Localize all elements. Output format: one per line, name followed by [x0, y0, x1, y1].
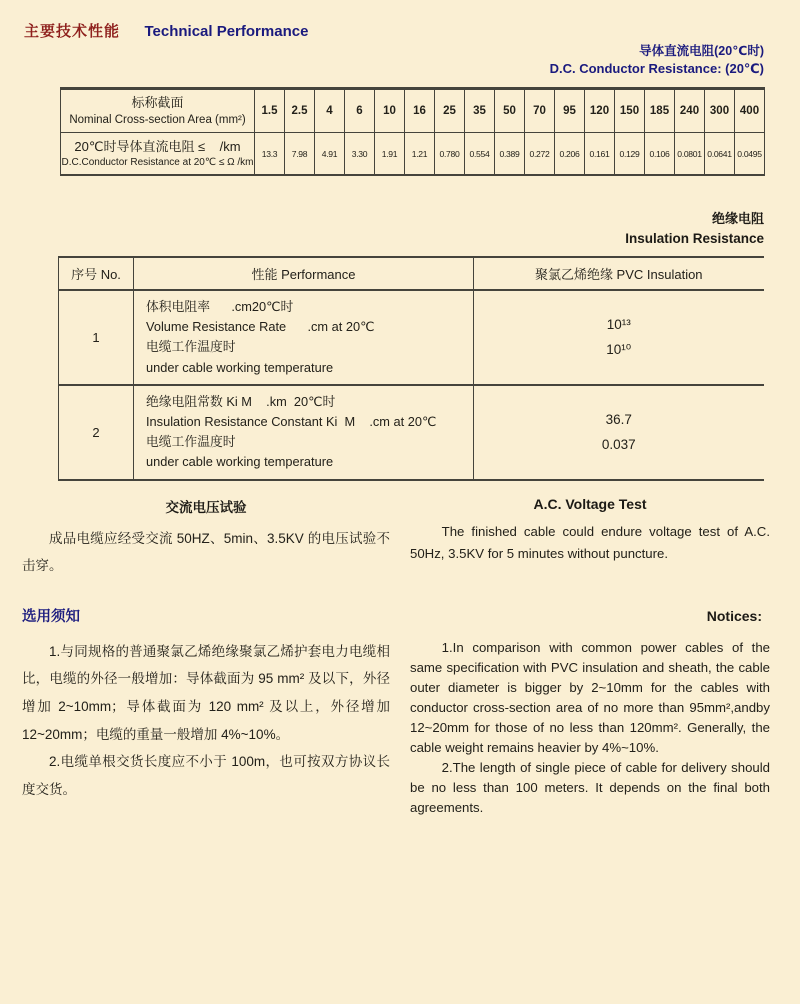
size-cell: 70 [525, 88, 555, 132]
row-number: 2 [59, 385, 134, 480]
voltage-test-body-zh: 成品电缆应经受交流 50HZ、5min、3.5KV 的电压试验不击穿。 [22, 530, 390, 573]
resistance-cell: 0.106 [645, 132, 675, 175]
performance-line: 体积电阻率 .cm20℃时 [146, 298, 294, 314]
dc-resistance-heading-en: D.C. Conductor Resistance: (20℃) [549, 61, 764, 77]
resistance-cell: 0.272 [525, 132, 555, 175]
performance-line: under cable working temperature [146, 454, 334, 470]
col-header-pvc: 聚氯乙烯绝缘 PVC Insulation [474, 257, 764, 290]
notices-heading-en: Notices: [706, 607, 762, 624]
insulation-heading-en: Insulation Resistance [625, 231, 764, 247]
resistance-cell: 0.0801 [675, 132, 705, 175]
dc-resistance-heading-zh: 导体直流电阻(20℃时) [639, 44, 764, 58]
value-line: 0.037 [601, 437, 636, 453]
resistance-cell: 3.30 [345, 132, 375, 175]
performance-line: Volume Resistance Rate .cm at 20℃ [146, 319, 375, 335]
size-cell: 35 [465, 88, 495, 132]
notices-body-en [410, 638, 770, 819]
dc-resistance-table [60, 87, 765, 177]
voltage-test-section [0, 496, 800, 579]
insulation-heading-zh: 绝缘电阻 [711, 211, 764, 227]
resistance-cell: 4.91 [315, 132, 345, 175]
dc-row2-label-en: D.C.Conductor Resistance at 20℃ ≤ Ω /km [61, 156, 254, 168]
table-row [61, 88, 765, 132]
row-number: 1 [59, 290, 134, 385]
performance-cell [134, 385, 474, 480]
page-title-en: Technical Performance [144, 23, 309, 40]
size-cell: 300 [705, 88, 735, 132]
col-header-performance: 性能 Performance [134, 257, 474, 290]
notices-body-zh [22, 638, 390, 819]
size-cell: 240 [675, 88, 705, 132]
voltage-test-heading-en: A.C. Voltage Test [533, 495, 647, 512]
value-line: 10¹³ [606, 316, 631, 332]
performance-line: 电缆工作温度时 [146, 339, 236, 355]
table-row [59, 385, 764, 480]
notices-heading-row [0, 605, 800, 626]
size-cell: 185 [645, 88, 675, 132]
insulation-table [58, 256, 764, 481]
notice-paragraph: 1.In comparison with common power cables of the same specification with PVC insulation and sheath, the cable outer diameter is bigger by 2~10mm for the cables with conductor cross-section area of no more than 95mm²,andby 12~20mm for those of no less than 120mm². Generally, the cable weight remains heavier by 4%~10%. [410, 639, 770, 755]
value-line: 36.7 [605, 411, 632, 427]
notice-paragraph: 2.电缆单根交货长度应不小于 100m，也可按双方协议长度交货。 [22, 754, 390, 797]
size-cell: 150 [615, 88, 645, 132]
page-header [0, 0, 800, 41]
resistance-cell: 0.0641 [705, 132, 735, 175]
performance-line: under cable working temperature [146, 359, 334, 375]
voltage-test-zh-column [22, 496, 390, 579]
performance-line: Insulation Resistance Constant Ki M .cm at 20℃ [146, 413, 437, 429]
dc-resistance-heading [0, 42, 800, 79]
col-header-no: 序号 No. [59, 257, 134, 290]
table-header-row [59, 257, 764, 290]
resistance-cell: 0.554 [465, 132, 495, 175]
size-cell: 120 [585, 88, 615, 132]
resistance-cell: 0.0495 [735, 132, 765, 175]
size-cell: 1.5 [255, 88, 285, 132]
performance-cell [134, 290, 474, 385]
resistance-cell: 0.129 [615, 132, 645, 175]
table-row [59, 290, 764, 385]
resistance-cell: 13.3 [255, 132, 285, 175]
insulation-heading [0, 210, 800, 248]
dc-row1-label-zh: 标称截面 [131, 94, 184, 110]
size-cell: 400 [735, 88, 765, 132]
value-cell [474, 290, 764, 385]
resistance-cell: 0.206 [555, 132, 585, 175]
size-cell: 6 [345, 88, 375, 132]
value-line: 10¹⁰ [606, 342, 632, 358]
size-cell: 16 [405, 88, 435, 132]
dc-row1-label-en: Nominal Cross-section Area (mm²) [69, 114, 246, 127]
voltage-test-body-en: The finished cable could endure voltage test of A.C. 50Hz, 3.5KV for 5 minutes without puncture. [410, 523, 770, 562]
voltage-test-heading-zh: 交流电压试验 [165, 499, 247, 515]
notices-heading-zh: 选用须知 [22, 608, 80, 625]
performance-line: 电缆工作温度时 [146, 434, 236, 450]
voltage-test-en-column [410, 496, 770, 579]
resistance-cell: 1.91 [375, 132, 405, 175]
size-cell: 50 [495, 88, 525, 132]
notice-paragraph: 1.与同规格的普通聚氯乙烯绝缘聚氯乙烯护套电力电缆相比，电缆的外径一般增加：导体截面为 95 mm² 及以下，外径增加 2~10mm；导体截面为 120 mm² 及以上，外径增加 12~20mm；电缆的重量一般增加 4%~10%。 [22, 643, 390, 742]
notices-body-row [0, 638, 800, 819]
size-cell: 4 [315, 88, 345, 132]
page-title-zh: 主要技术性能 [24, 23, 121, 40]
resistance-cell: 0.161 [585, 132, 615, 175]
size-cell: 2.5 [285, 88, 315, 132]
value-cell [474, 385, 764, 480]
notice-paragraph: 2.The length of single piece of cable for delivery should be no less than 100 meters. It depends on the final both agreements. [410, 760, 770, 816]
resistance-cell: 0.389 [495, 132, 525, 175]
dc-row2-label [61, 132, 255, 175]
dc-row1-label [61, 88, 255, 132]
resistance-cell: 1.21 [405, 132, 435, 175]
resistance-cell: 0.780 [435, 132, 465, 175]
size-cell: 10 [375, 88, 405, 132]
dc-row2-label-zh: 20℃时导体直流电阻 ≤ /km [74, 138, 241, 154]
size-cell: 25 [435, 88, 465, 132]
table-row [61, 132, 765, 175]
size-cell: 95 [555, 88, 585, 132]
resistance-cell: 7.98 [285, 132, 315, 175]
performance-line: 绝缘电阻常数 Ki M .km 20℃时 [146, 393, 336, 409]
